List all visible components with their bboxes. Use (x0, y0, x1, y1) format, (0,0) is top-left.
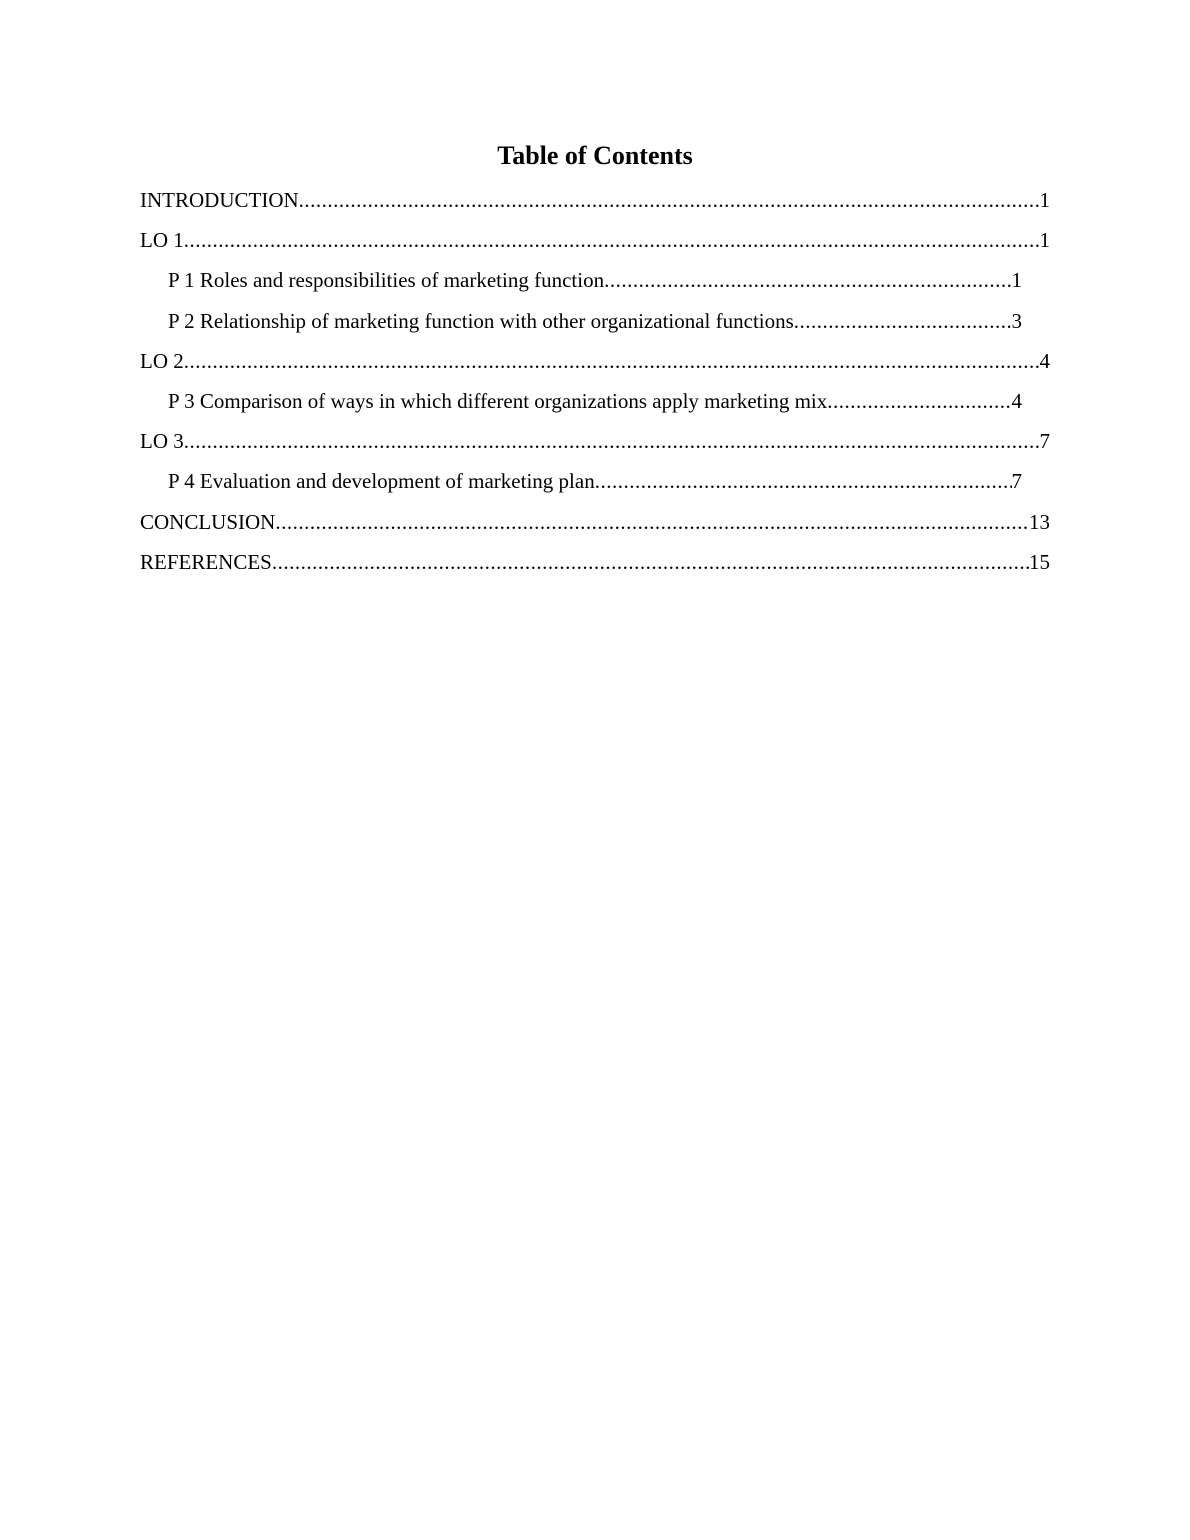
toc-dot-leader (794, 305, 1012, 337)
toc-entry-page: 13 (1029, 509, 1050, 534)
toc-dot-leader (595, 465, 1012, 497)
toc-entry-page: 7 (1039, 429, 1050, 454)
toc-dot-leader (184, 345, 1040, 377)
toc-entry-page: 1 (1039, 228, 1050, 253)
toc-entry-page: 3 (1011, 308, 1022, 333)
toc-dot-leader (184, 425, 1040, 457)
toc-entry-page: 1 (1039, 188, 1050, 212)
toc-entry-lo-1[interactable] (140, 224, 1050, 264)
toc-entry-lo-3[interactable] (140, 425, 1050, 465)
toc-dot-leader (275, 506, 1029, 538)
toc-entry-page: 7 (1011, 469, 1022, 494)
toc-entry-label: LO 1 (140, 228, 184, 253)
toc-entry-references[interactable] (140, 546, 1050, 586)
toc-dot-leader (604, 264, 1011, 296)
toc-entry-page: 4 (1011, 388, 1022, 413)
toc-dot-leader (299, 184, 1040, 216)
toc-entry-label: CONCLUSION (140, 509, 276, 534)
toc-entry-page: 15 (1029, 549, 1050, 574)
toc-dot-leader (827, 385, 1011, 417)
toc-title: Table of Contents (497, 141, 693, 170)
toc-entry-label: P 4 Evaluation and development of marketing plan (168, 469, 595, 494)
toc-entry-p3[interactable] (168, 385, 1022, 425)
toc-entry-label: REFERENCES (140, 549, 272, 574)
toc-entry-label: LO 2 (140, 348, 184, 373)
toc-entry-label: LO 3 (140, 429, 184, 454)
toc-list (140, 184, 1050, 586)
toc-entry-label: P 3 Comparison of ways in which different organizations apply marketing mix (168, 388, 828, 413)
toc-entry-introduction[interactable] (140, 184, 1050, 224)
toc-entry-conclusion[interactable] (140, 506, 1050, 546)
toc-dot-leader (272, 546, 1029, 578)
toc-entry-p1[interactable] (168, 264, 1022, 304)
toc-entry-page: 1 (1011, 268, 1022, 293)
toc-entry-p4[interactable] (168, 465, 1022, 505)
toc-entry-lo-2[interactable] (140, 345, 1050, 385)
toc-entry-label: P 2 Relationship of marketing function with other organizational functions (168, 308, 794, 333)
toc-entry-page: 4 (1039, 348, 1050, 373)
toc-dot-leader (184, 224, 1040, 256)
toc-entry-p2[interactable] (168, 305, 1022, 345)
toc-entry-label: INTRODUCTION (140, 188, 299, 212)
toc-entry-label: P 1 Roles and responsibilities of marketing function (168, 268, 605, 293)
